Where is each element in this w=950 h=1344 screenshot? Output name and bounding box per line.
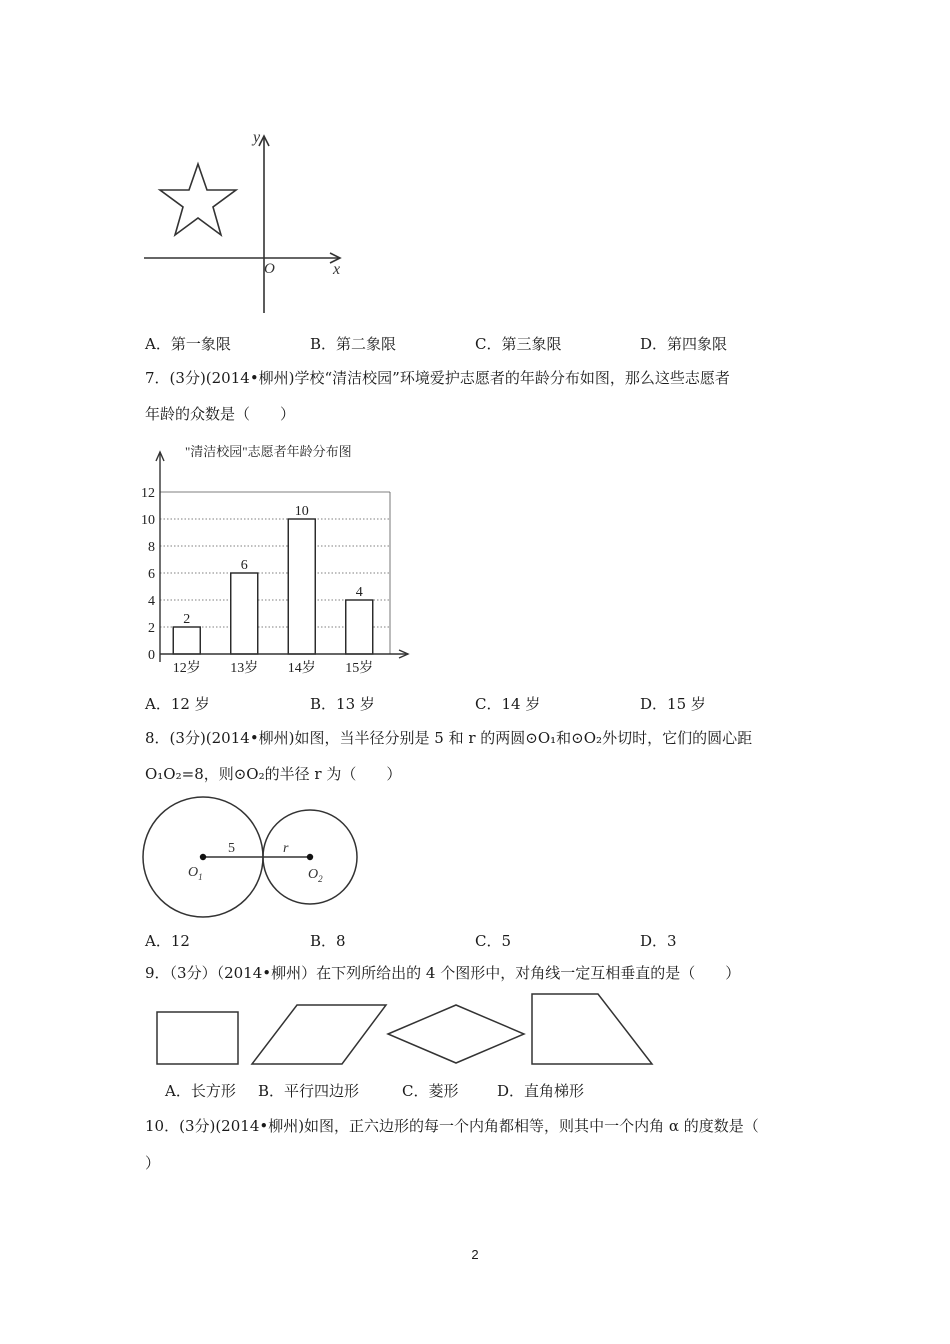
rectangle-shape [157, 1012, 238, 1064]
star-shape [160, 164, 236, 235]
radius-5-label: 5 [228, 841, 235, 856]
chart-x-tick-label: 12岁 [172, 661, 201, 676]
q8-option-a[interactable]: A．12 [145, 932, 190, 950]
chart-y-tick-label: 6 [148, 567, 155, 582]
page-number: 2 [471, 1247, 479, 1262]
q7-text-line1: 7．(3分)(2014•柳州)学校“清洁校园”环境爱护志愿者的年龄分布如图，那么这些志愿者 [145, 369, 730, 387]
chart-y-tick-label: 2 [148, 621, 155, 636]
chart-data-label: 4 [355, 585, 363, 600]
chart-y-tick-label: 8 [148, 540, 155, 555]
q6-option-c[interactable]: C．第三象限 [475, 335, 562, 353]
q7-option-c[interactable]: C．14 岁 [475, 695, 541, 713]
q8-option-b[interactable]: B．8 [310, 932, 346, 950]
chart-bar [346, 600, 373, 654]
q6-option-d[interactable]: D．第四象限 [640, 335, 728, 353]
center-o1-label: $O_1$ [188, 865, 203, 882]
q6-option-b[interactable]: B．第二象限 [310, 335, 397, 353]
q8-option-c[interactable]: C．5 [475, 932, 512, 950]
q7-option-b[interactable]: B．13 岁 [310, 695, 375, 713]
chart-data-label: 10 [294, 504, 309, 519]
center-o2-dot [307, 854, 313, 860]
q8-text-line1: 8．(3分)(2014•柳州)如图，当半径分别是 5 和 r 的两圆⊙O₁和⊙O₂外切时，它们的圆心距 [145, 729, 753, 747]
radius-r-label: r [283, 841, 289, 856]
q9-text-line1: 9．（3分）（2014•柳州）在下列所给出的 4 个图形中，对角线一定互相垂直的是（ ） [145, 964, 741, 982]
q8-option-d[interactable]: D．3 [640, 932, 677, 950]
chart-y-tick-label: 0 [148, 648, 155, 663]
q6-option-a[interactable]: A．第一象限 [145, 335, 231, 353]
q7-option-d[interactable]: D．15 岁 [640, 695, 706, 713]
parallelogram-shape [252, 1005, 386, 1064]
q10-text-line2: ） [145, 1154, 161, 1172]
origin-label: O [264, 261, 275, 277]
rhombus-shape [388, 1005, 524, 1063]
chart-data-label: 6 [240, 558, 248, 573]
q7-text-line2: 年龄的众数是（ ） [145, 405, 296, 423]
q9-option-a[interactable]: A．长方形 [165, 1082, 236, 1100]
chart-x-tick-label: 13岁 [230, 661, 259, 676]
chart-data-label: 2 [183, 612, 191, 627]
center-o1-dot [200, 854, 206, 860]
q9-option-b[interactable]: B．平行四边形 [258, 1082, 360, 1100]
q9-option-d[interactable]: D．直角梯形 [497, 1082, 585, 1100]
q8-text-line2: O₁O₂=8，则⊙O₂的半径 r 为（ ） [145, 765, 402, 783]
center-o2-label: $O_2$ [308, 867, 323, 884]
chart-title: "清洁校园"志愿者年龄分布图 [185, 444, 352, 459]
tangent-circles-figure [140, 795, 365, 920]
right-trapezoid-shape [532, 994, 652, 1064]
quadrilaterals-figure [150, 988, 660, 1070]
x-axis-label: x [333, 261, 341, 278]
chart-y-tick-label: 12 [141, 486, 155, 501]
q7-option-a[interactable]: A．12 岁 [145, 695, 210, 713]
chart-bar [231, 573, 258, 654]
chart-y-tick-label: 10 [141, 513, 155, 528]
chart-x-tick-label: 14岁 [287, 661, 316, 676]
chart-x-tick-label: 15岁 [345, 661, 374, 676]
chart-bar [288, 519, 315, 654]
coordinate-figure [140, 128, 360, 318]
q9-option-c[interactable]: C．菱形 [402, 1082, 459, 1100]
chart-y-tick-label: 4 [148, 594, 155, 609]
chart-bar [173, 627, 200, 654]
y-axis-label: y [253, 129, 261, 146]
age-distribution-chart [140, 438, 415, 678]
q10-text-line1: 10．(3分)(2014•柳州)如图，正六边形的每一个内角都相等，则其中一个内角 α 的度数是（ [145, 1117, 759, 1135]
